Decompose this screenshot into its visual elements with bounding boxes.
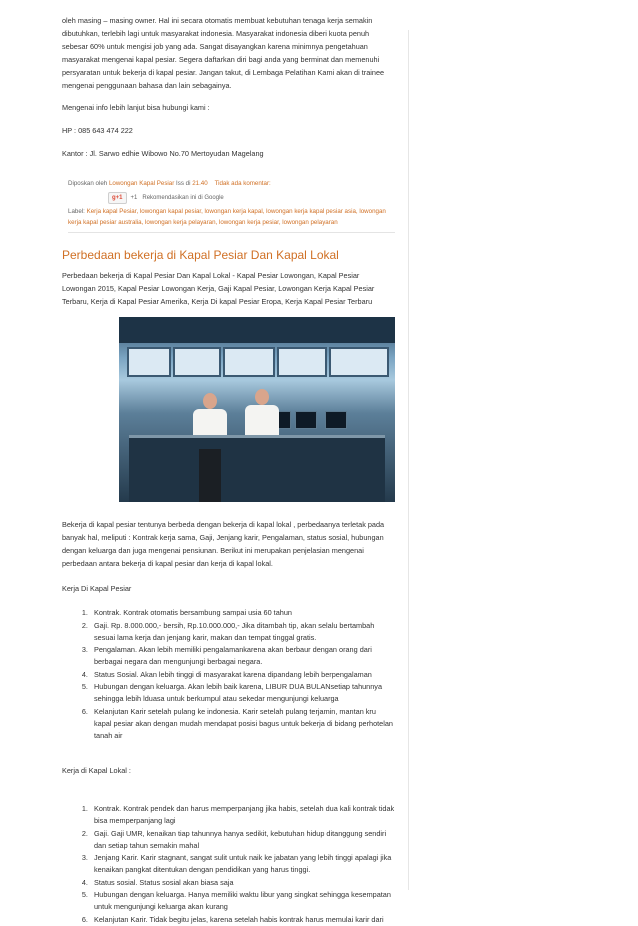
labels-links[interactable]: Kerja kapal Pesiar, lowongan kapal pesiar, lowongan kerja kapal, lowongan kerja kapal pesiar asia, lowongan kerja kapal pesiar australia, lowongan kerja pelayaran, lowongan kerja pesiar, lowongan pelayaran (68, 208, 386, 226)
share-bar (108, 192, 395, 204)
spacer (62, 742, 395, 764)
spacer (62, 777, 395, 803)
photo-person-head (255, 389, 269, 405)
list-item: 5. Hubungan dengan keluarga. Akan lebih baik karena, LIBUR DUA BULANsetiap tahunnya sehingga lebih lduasa untuk berkumpul atau sekedar mengunjungi keluarga (90, 681, 395, 705)
labels-prefix: Label: (68, 208, 87, 215)
photo-monitor (295, 411, 317, 429)
photo-window (277, 347, 327, 377)
post-summary: Perbedaan bekerja di Kapal Pesiar Dan Kapal Lokal - Kapal Pesiar Lowongan, Kapal Pesiar Lowongan 2015, Kapal Pesiar Lowongan Kerja, Gaji Kapal Pesiar, Lowongan Kerja Kapal Pesiar Terbaru, Kerja di Kapal Pesiar Amerika, Kerja Di kapal Pesiar Eropa, Kerja Kapal Pesiar Terbaru (62, 271, 375, 306)
sidebar-divider (408, 30, 409, 890)
recommend-google-text: Rekomendasikan ini di Google (142, 195, 224, 201)
post-title[interactable]: Perbedaan bekerja di Kapal Pesiar Dan Kapal Lokal (62, 248, 339, 262)
list-item: 3. Pengalaman. Akan lebih memiliki pengalamankarena akan berbaur dengan orang dari berbagai negara dan mengunjungi berbagai negara. (90, 644, 395, 668)
photo-person-trousers (199, 449, 221, 502)
photo-window (329, 347, 389, 377)
photo-window (173, 347, 221, 377)
list-item: 4. Status sosial. Status sosial akan biasa saja (90, 877, 395, 889)
post-byline (68, 178, 395, 190)
ship-bridge-photo (119, 317, 395, 502)
photo-window (223, 347, 275, 377)
list-item: 1. Kontrak. Kontrak pendek dan harus memperpanjang jika habis, setelah dua kali kontrak tidak bisa memperpanjang lagi (90, 803, 395, 827)
lokal-list (62, 803, 395, 926)
contact-hp: HP : 085 643 474 222 (62, 126, 133, 135)
pesiar-heading: Kerja Di Kapal Pesiar (62, 584, 132, 593)
main-column (62, 14, 395, 926)
post-time-link[interactable]: 21.40 (192, 180, 208, 187)
byline-prefix: Diposkan oleh (68, 180, 109, 187)
photo-monitor (325, 411, 347, 429)
list-item: 2. Gaji. Gaji UMR, kenaikan tiap tahunnya hanya sedikit, kebutuhan hidup ditanggung sendiri dan setiap tahun semakin mahal (90, 828, 395, 852)
contact-office: Kantor : Jl. Sarwo edhie Wibowo No.70 Mertoyudan Magelang (62, 149, 264, 158)
list-item: 1. Kontrak. Kontrak otomatis bersambung sampai usia 60 tahun (90, 607, 395, 619)
pesiar-list (62, 607, 395, 742)
byline-at: Iss di (174, 180, 193, 187)
author-link[interactable]: Lowongan Kapal Pesiar (108, 180, 175, 187)
photo-person-head (203, 393, 217, 409)
plus-one-count: +1 (130, 195, 138, 201)
list-item: 5. Hubungan dengan keluarga. Hanya memiliki waktu libur yang singkat sehingga kesempatan untuk mengunjungi keluarga akan kurang (90, 889, 395, 913)
lokal-heading: Kerja di Kapal Lokal : (62, 766, 131, 775)
comments-link[interactable]: Tidak ada komentar: (214, 180, 271, 187)
intro-paragraph: oleh masing – masing owner. Hal ini secara otomatis membuat kebutuhan tenaga kerja semakin dibutuhkan, terlebih lagi untuk masyarakat indonesia. Masyarakat indonesia diberi kuota penuh sebesar 60% untuk mengisi job yang ada. Sangat disayangkan karena minimnya pengetahuan masyarakat mengenai kapal pesiar. Segera daftarkan diri bagi anda yang berminat dan memenuhi persyaratan untuk bekerja di kapal pesiar. Jangan takut, di Lembaga Pelatihan Kami akan di trainee mengenai penggunaan bahasa dan lain sebagainya. (62, 16, 385, 90)
photo-console (129, 435, 385, 502)
list-item: 3. Jenjang Karir. Karir stagnant, sangat sulit untuk naik ke jabatan yang lebih tinggi apalagi jika kenaikan pangkat ditentukan dengan pendidikan yang harus tinggi. (90, 852, 395, 876)
list-item: 6. Kelanjutan Karir setelah pulang ke indonesia. Karir setelah pulang terjamin, mantan kru kapal pesiar akan dengan mudah mendapat posisi bagus untuk bekerja di bidang perhotelan tanah air (90, 706, 395, 742)
list-item: 2. Gaji. Rp. 8.000.000,- bersih, Rp.10.000.000,- Jika ditambah tip, akan selalu bertambah sesuai lama kerja dan jenjang karir, makan dan tempat tinggal gratis. (90, 620, 395, 644)
photo-window (127, 347, 171, 377)
contact-info-line: Mengenai info lebih lanjut bisa hubungi kami : (62, 103, 210, 112)
list-item: 4. Status Sosial. Akan lebih tinggi di masyarakat karena dipandang lebih berpengalaman (90, 669, 395, 681)
post-meta (62, 178, 395, 233)
list-item: 6. Kelanjutan Karir. Tidak begitu jelas, karena setelah habis kontrak harus memulai karir dari (90, 914, 395, 926)
google-plus-icon[interactable]: g+1 (108, 192, 127, 204)
post-labels (68, 206, 395, 233)
photo-ceiling (119, 317, 395, 343)
post-body: Bekerja di kapal pesiar tentunya berbeda dengan bekerja di kapal lokal , perbedaanya terletak pada banyak hal, meliputi : Kontrak kerja sama, Gaji, Jenjang karir, Pengalaman, status sosial, hubungan dengan keluarga dan juga mengenai pensiunan. Berikut ini merupakan penjelasian mengenai perbedaan antara bekerja di kapal pesiar dan kerja di kapal lokal. (62, 520, 385, 568)
